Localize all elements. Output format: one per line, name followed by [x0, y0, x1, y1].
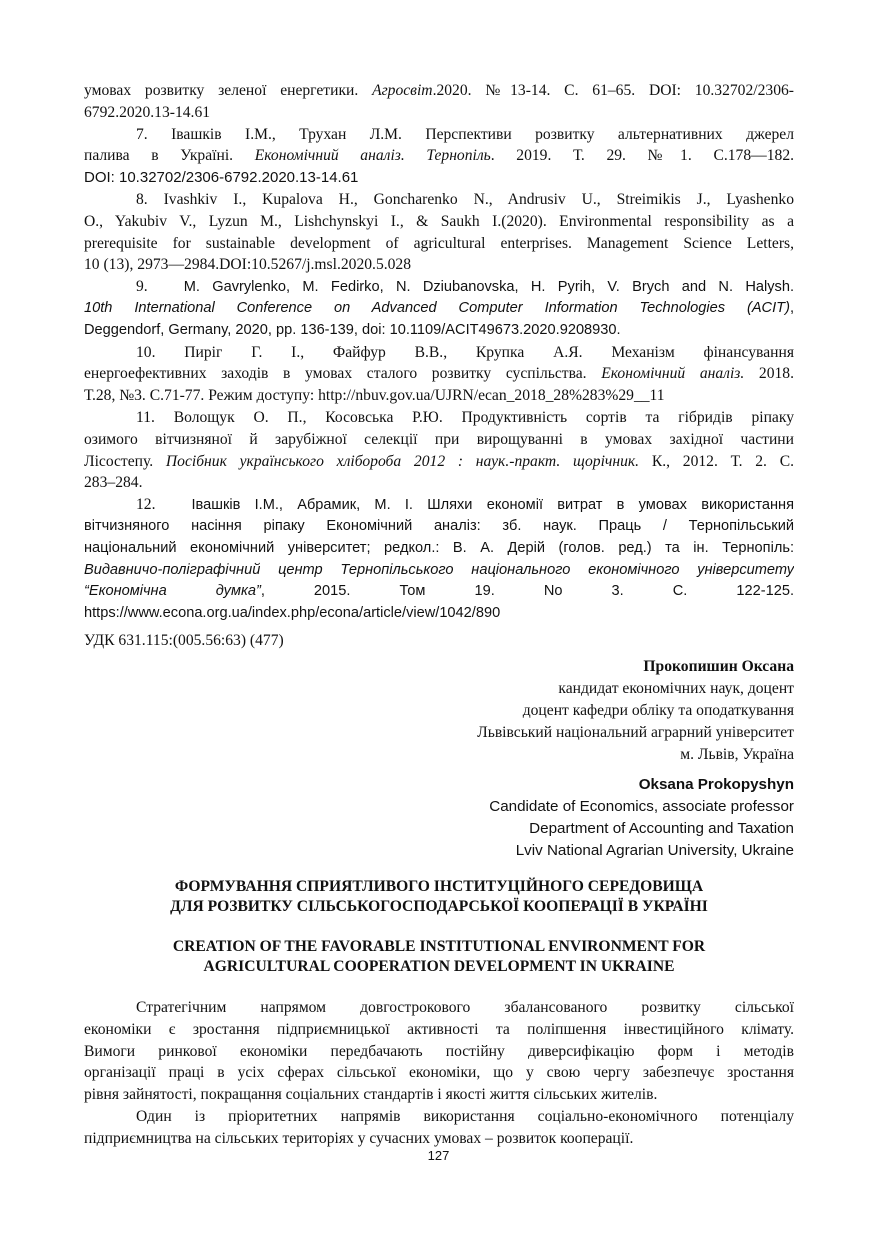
article-body: [84, 997, 794, 1150]
reference-list: [84, 80, 794, 625]
author-university-en: Lviv National Agrarian University, Ukraine: [515, 842, 794, 859]
paragraph-1: Стратегічним напрямом довгострокового збалансованого розвитку сільської економіки є зростання підприємницької активності та поліпшення інвестиційного клімату. Вимоги ринкової економіки передбачають постійну диверсифікацію форм і методів організації праці в усіх сферах сільської економіки, що у свою чергу забезпечує зростання рівня зайнятості, покращання соціальних стандартів і якості життя сільських жителів.: [84, 999, 794, 1104]
paragraph-2: Один із пріоритетних напрямів використання соціально-економічного потенціалу підприємництва на сільських територіях у сучасних умовах – розвиток кооперації.: [84, 1107, 794, 1147]
reference-6-tail: умовах розвитку зеленої енергетики. Агросвіт.2020. №13-14. С. 61–65. DOI: 10.32702/2306- 6792.2020.13-14.61: [84, 82, 794, 121]
author-department-en: Department of Accounting and Taxation: [529, 820, 794, 837]
reference-11: 11. Волощук О. П., Косовська Р.Ю. Продуктивність сортів та гібридів ріпаку озимого вітчизняної й зарубіжної селекції при вирощуванні в умовах західної частини Лісостепу. Посібник українського хлібороба 2012 : наук.-практ. щорічник. К., 2012. Т. 2. С. 283–284.: [84, 408, 794, 492]
title-ua: ФОРМУВАННЯ СПРИЯТЛИВОГО ІНСТИТУЦІЙНОГО СЕРЕДОВИЩА ДЛЯ РОЗВИТКУ СІЛЬСЬКОГОСПОДАРСЬКОЇ КООПЕРАЦІЇ В УКРАЇНІ: [170, 878, 708, 915]
author-name-en: Oksana Prokopyshyn: [638, 776, 794, 793]
author-block-en: [84, 774, 794, 862]
author-city-ua: м. Львів, Україна: [680, 746, 794, 763]
reference-8: 8. Ivashkiv I., Kupalova H., Goncharenko N., Andrusiv U., Streimikis J., Lyashenko O., Yakubiv V., Lyzun M., Lishchynskyi I., & Saukh I.(2020). Environmental responsibility as a prerequisite for sustainable development of agricultural enterprises. Management Science Letters, 10 (13), 2973—2984.DOI:10.5267/j.msl.2020.5.028: [84, 190, 794, 274]
author-position-ua: доцент кафедри обліку та оподаткування: [522, 702, 794, 719]
author-block-ua: [84, 656, 794, 766]
reference-9: 9. M. Gavrylenko, M. Fedirko, N. Dziubanovska, H. Pyrih, V. Brych and N. Halysh. 10th International Conference on Advanced Computer Information Technologies (ACIT), Deggendorf, Germany, 2020, pp. 136-139, doi: 10.1109/ACIT49673.2020.9208930.: [84, 278, 794, 338]
udc-code: УДК 631.115:(005.56:63) (477): [84, 632, 284, 649]
reference-7: 7. Івашків І.М., Трухан Л.М. Перспективи розвитку альтернативних джерел палива в Україні. Економічний аналіз. Тернопіль. 2019. Т. 29. №1. С.178—182. DOI: 10.32702/2306-6792.2020.13-14.61: [84, 125, 794, 187]
author-name-ua: Прокопишин Оксана: [643, 658, 794, 675]
author-degree-ua: кандидат економічних наук, доцент: [558, 680, 794, 697]
author-university-ua: Львівський національний аграрний університет: [477, 724, 794, 741]
reference-10: 10. Пиріг Г. І., Файфур В.В., Крупка А.Я. Механізм фінансування енергоефективних заходів в умовах сталого розвитку суспільства. Економічний аналіз. 2018. Т.28, №3. С.71-77. Режим доступу: http://nbuv.gov.ua/UJRN/ecan_2018_28%283%29__11: [84, 343, 794, 405]
author-degree-en: Candidate of Economics, associate professor: [489, 798, 794, 815]
title-en: CREATION OF THE FAVORABLE INSTITUTIONAL ENVIRONMENT FOR AGRICULTURAL COOPERATION DEVELOPMENT IN UKRAINE: [172, 938, 706, 975]
reference-12: 12. Івашків І.М., Абрамик, М. І. Шляхи економії витрат в умовах використання вітчизняного насіння ріпаку Економічний аналіз: зб. наук. Праць / Тернопільський національний економічний університет; редкол.: В. А. Дерій (голов. ред.) та ін. Тернопіль: Видавничо-поліграфічний центр Тернопільського національного економічного університету “Економічна думка”, 2015. Том 19. No 3. С. 122-125. https://www.econa.org.ua/index.php/econa/article/view/1042/890: [84, 496, 794, 622]
page-number: 127: [427, 1148, 450, 1163]
